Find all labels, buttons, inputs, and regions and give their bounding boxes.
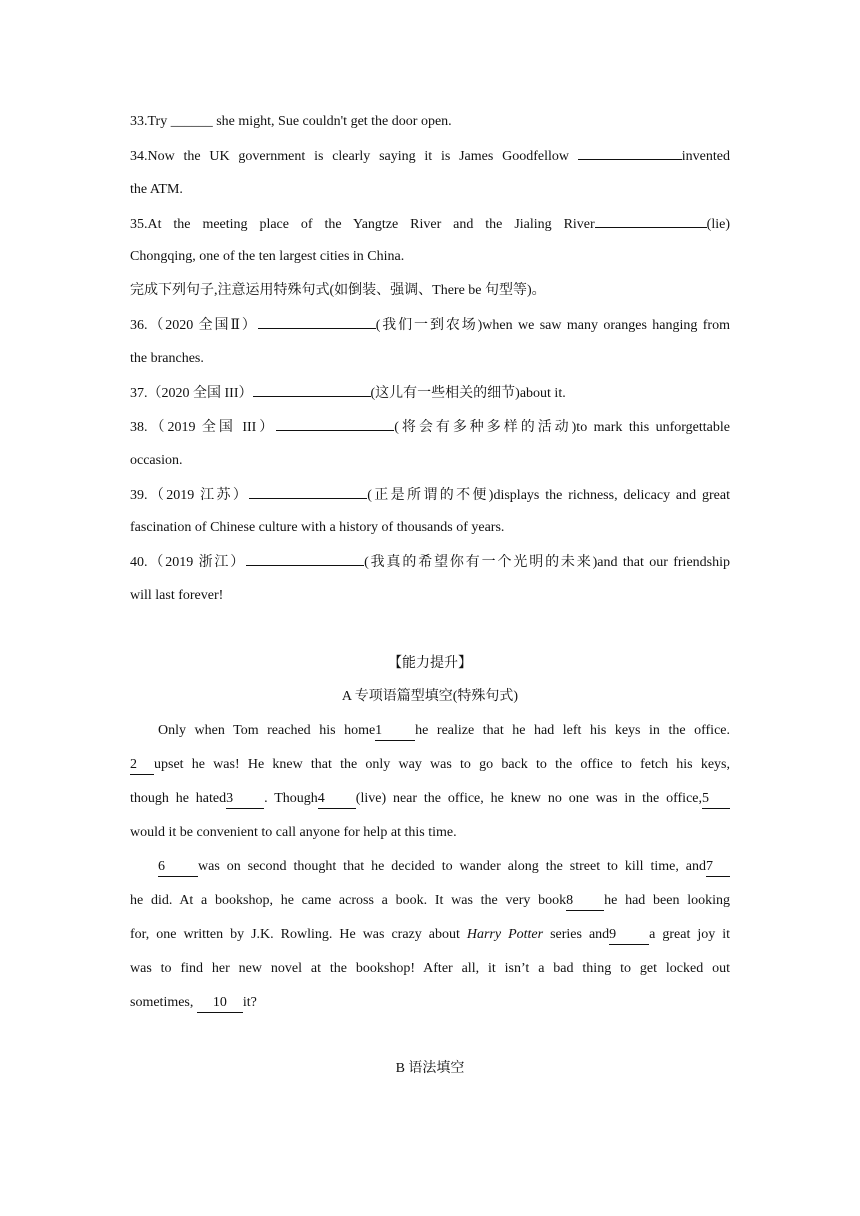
question-40-cont <box>130 585 730 607</box>
section-title: 【能力提升】 <box>388 656 472 671</box>
question-36-cont <box>130 348 730 370</box>
question-36-number: 36.（2020 全国Ⅱ） <box>130 318 258 333</box>
question-37-text-b: (这儿有一些相关的细节)about it. <box>370 386 566 401</box>
passage-line-1 <box>130 720 730 742</box>
passage-text: he did. At a bookshop, he came across a book. It was the very book <box>130 893 567 908</box>
question-38-text-b: (将会有多种多样的活动)to mark this unforgettable <box>394 420 730 435</box>
section-b-title: B 语法填空 <box>395 1061 465 1076</box>
answer-blank[interactable] <box>595 213 707 228</box>
passage-text: upset he was! He knew that the only way was to go back to the office to fetch his keys, <box>154 757 730 772</box>
book-title: Harry Potter <box>466 927 544 942</box>
passage-text: though he hated <box>130 791 227 806</box>
passage-text: was to find her new novel at the bookshop! After all, it isn’t a bad thing to get locked out <box>130 961 730 976</box>
passage-blank-2[interactable]: 2 <box>130 757 154 775</box>
question-35-text-c: Chongqing, one of the ten largest cities in China. <box>130 249 405 264</box>
passage-text: series and <box>550 927 610 942</box>
passage-blank-4[interactable]: 4 <box>318 791 356 809</box>
question-36-text-b: (我们一到农场)when we saw many oranges hanging from <box>375 318 730 333</box>
question-40-number: 40.（2019 浙江） <box>130 555 247 570</box>
passage-blank-5[interactable]: 5 <box>702 791 730 809</box>
question-36-text-c: the branches. <box>130 351 204 366</box>
passage-line-2 <box>130 754 730 776</box>
passage-blank-6[interactable]: 6 <box>158 859 198 877</box>
question-35-text: 35.At the meeting place of the Yangtze River and the Jialing River <box>130 217 595 232</box>
passage-text: he realize that he had left his keys in the office. <box>415 723 730 738</box>
question-39-number: 39.（2019 江苏） <box>130 488 250 503</box>
passage-blank-1[interactable]: 1 <box>375 723 415 741</box>
passage-text: was on second thought that he decided to wander along the street to kill time, and <box>198 859 706 874</box>
instruction <box>130 280 730 302</box>
passage-text: . Though <box>264 791 318 806</box>
answer-blank[interactable] <box>258 314 376 329</box>
question-35-cont <box>130 246 730 268</box>
passage-blank-9[interactable]: 9 <box>609 927 649 945</box>
passage-line-7 <box>130 924 730 946</box>
answer-blank[interactable] <box>253 382 371 397</box>
question-34 <box>130 145 730 167</box>
passage-blank-7[interactable]: 7 <box>706 859 730 877</box>
passage-blank-3[interactable]: 3 <box>226 791 264 809</box>
passage-blank-8[interactable]: 8 <box>566 893 604 911</box>
passage-line-4 <box>130 822 730 844</box>
question-40-text-b: (我真的希望你有一个光明的未来)and that our friendship <box>364 555 730 570</box>
question-34-text-b: invented <box>681 149 730 164</box>
answer-blank[interactable] <box>276 416 394 431</box>
question-35-text-b: (lie) <box>706 217 730 232</box>
question-33-text: 33.Try ______ she might, Sue couldn't get the door open. <box>130 114 452 129</box>
section-a-title: A 专项语篇型填空(特殊句式) <box>341 689 519 704</box>
question-36 <box>130 314 730 336</box>
question-37-number: 37.（2020 全国 III） <box>130 386 253 401</box>
answer-blank[interactable] <box>246 551 364 566</box>
question-38-number: 38.（2019 全国 III） <box>130 420 277 435</box>
question-38-cont <box>130 450 730 472</box>
passage-text: would it be convenient to call anyone for help at this time. <box>130 825 457 840</box>
question-39-cont <box>130 517 730 539</box>
question-39-text-c: fascination of Chinese culture with a history of thousands of years. <box>130 520 505 535</box>
question-34-text-c: the ATM. <box>130 182 183 197</box>
question-35 <box>130 213 730 235</box>
question-38-text-c: occasion. <box>130 453 183 468</box>
passage-text: for, one written by J.K. Rowling. He was crazy about <box>130 927 460 942</box>
passage-text: sometimes, <box>130 995 194 1010</box>
passage-text: a great joy it <box>649 927 730 942</box>
passage-line-8 <box>130 958 730 980</box>
question-37 <box>130 382 730 404</box>
instruction-text: 完成下列句子,注意运用特殊句式(如倒装、强调、There be 句型等)。 <box>130 283 546 298</box>
question-34-text: 34.Now the UK government is clearly saying it is James Goodfellow <box>130 149 569 164</box>
passage-blank-10[interactable]: 10 <box>197 995 243 1013</box>
question-34-cont <box>130 179 730 201</box>
question-40-text-c: will last forever! <box>130 588 224 603</box>
answer-blank[interactable] <box>578 145 682 160</box>
answer-blank[interactable] <box>249 484 367 499</box>
passage-line-9 <box>130 992 730 1014</box>
passage-text: Only when Tom reached his home <box>158 723 376 738</box>
passage-line-5 <box>130 856 730 878</box>
question-40 <box>130 551 730 573</box>
question-38 <box>130 416 730 438</box>
passage-text: (live) near the office, he knew no one was in the office, <box>355 791 702 806</box>
question-39-text-b: (正是所谓的不便)displays the richness, delicacy and great <box>367 488 730 503</box>
passage-line-6 <box>130 890 730 912</box>
passage-line-3 <box>130 788 730 810</box>
question-33 <box>130 111 730 133</box>
passage-text: he had been looking <box>604 893 730 908</box>
passage-text: it? <box>242 995 257 1010</box>
question-39 <box>130 484 730 506</box>
